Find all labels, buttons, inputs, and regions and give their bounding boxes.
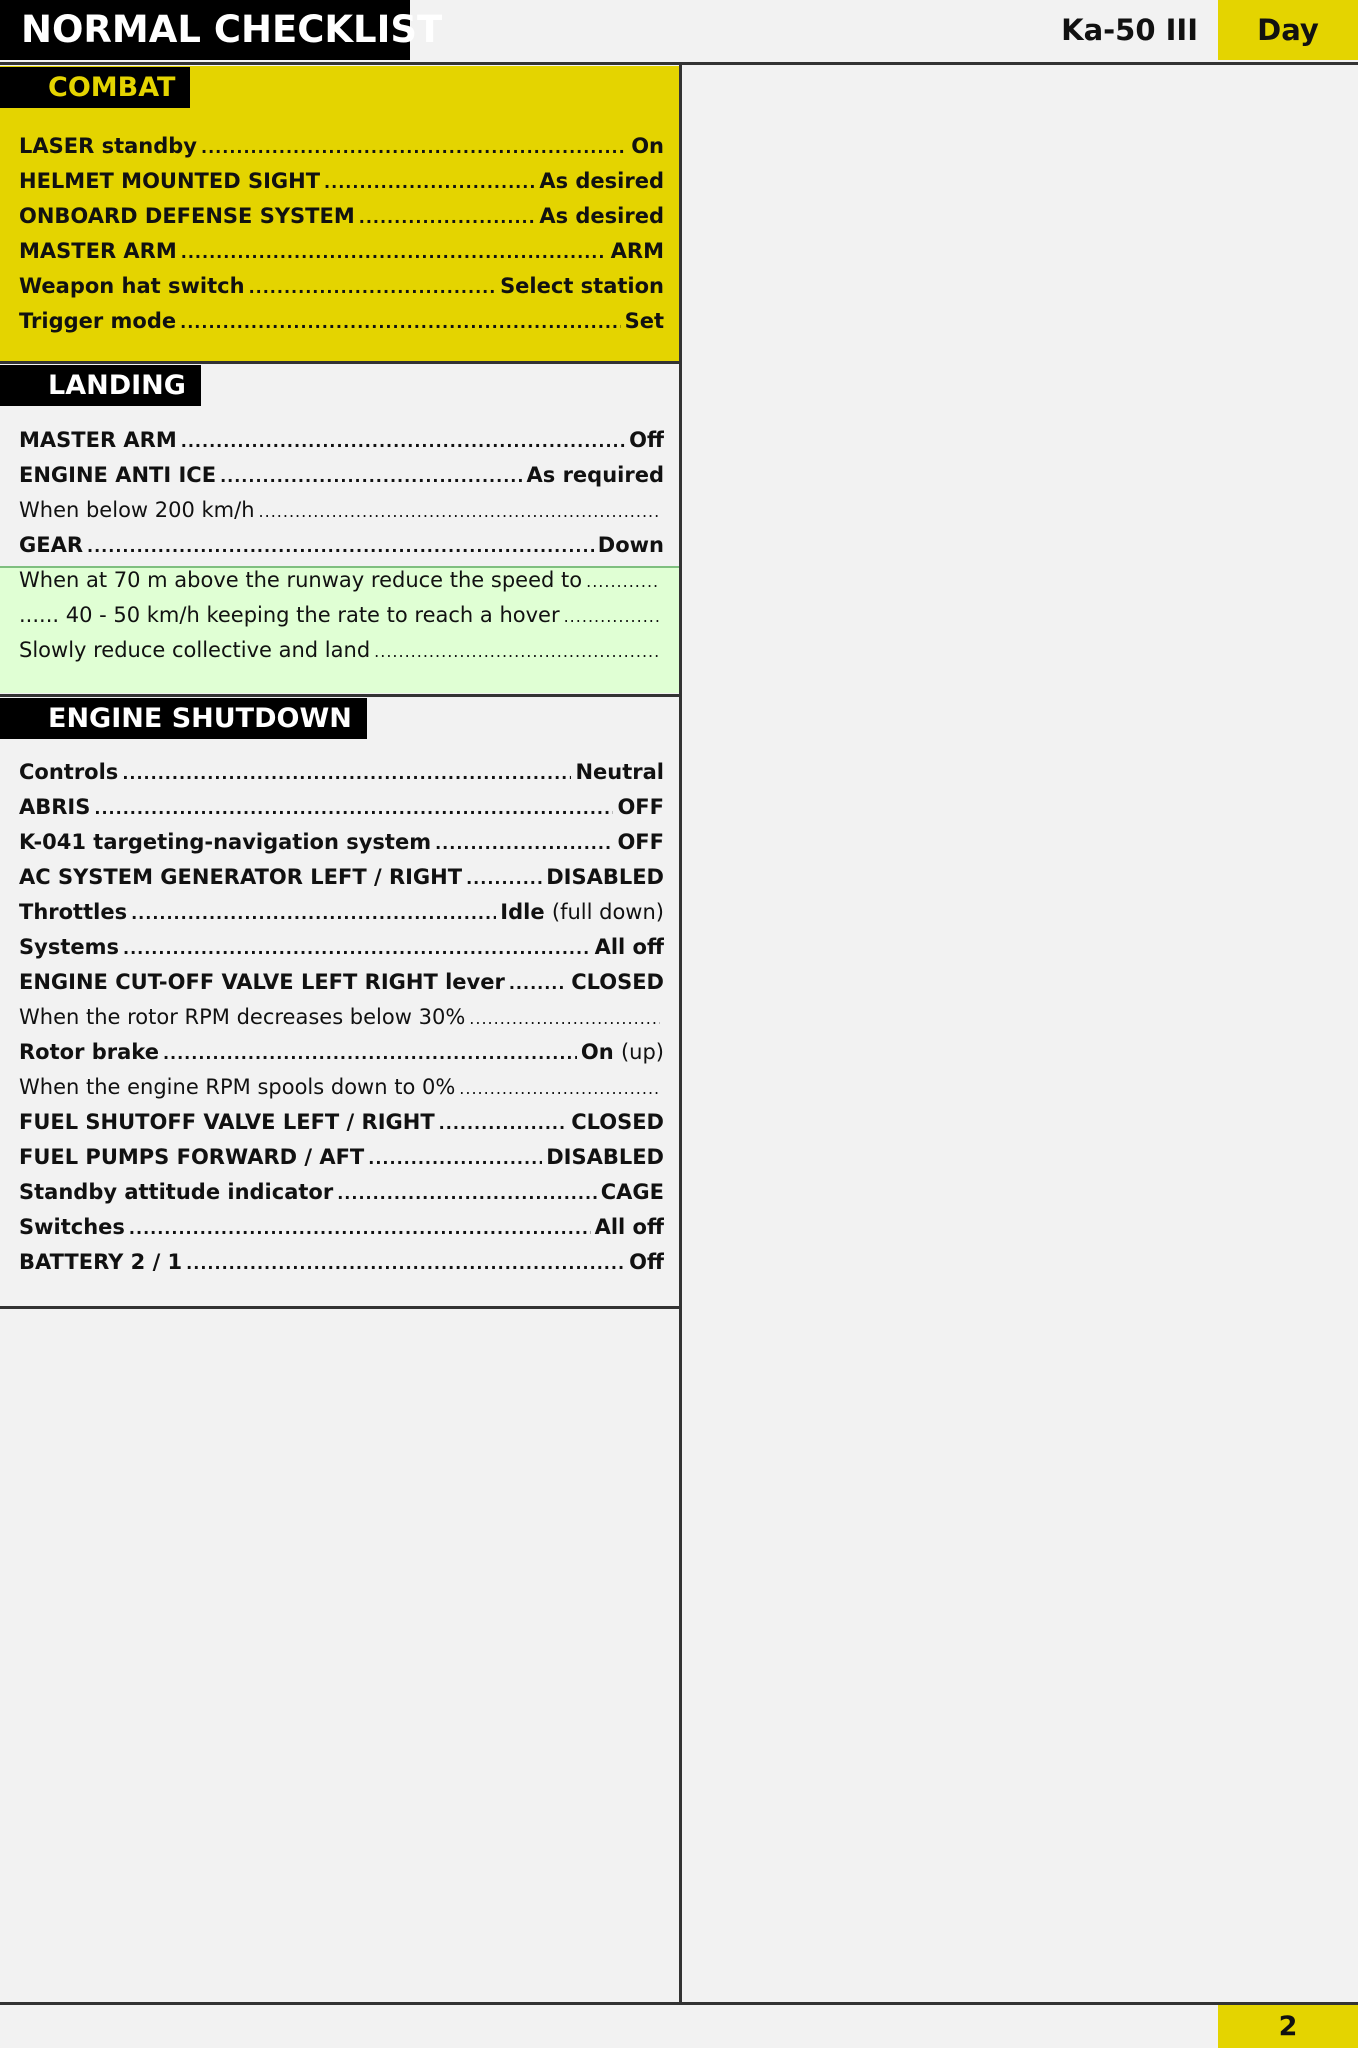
item-label: ENGINE ANTI ICE xyxy=(19,463,217,487)
item-value: CAGE xyxy=(600,1180,664,1204)
item-label: Rotor brake xyxy=(19,1040,159,1064)
section-title-combat: COMBAT xyxy=(0,67,190,108)
item-value: On xyxy=(631,134,664,158)
section-engine-shutdown xyxy=(0,697,679,1306)
leader-dots xyxy=(466,861,542,895)
item-label: LASER standby xyxy=(19,134,197,158)
leader-dots xyxy=(180,305,620,339)
item-value: All off xyxy=(594,1215,664,1239)
item-value-main: On xyxy=(580,1040,614,1064)
leader-dots xyxy=(368,1141,542,1175)
item-label: MASTER ARM xyxy=(19,239,177,263)
leader-dots xyxy=(181,235,607,269)
item-value: OFF xyxy=(617,830,664,854)
item-value: DISABLED xyxy=(546,865,664,889)
checklist-note xyxy=(19,633,664,668)
item-label: K-041 targeting-navigation system xyxy=(19,830,432,854)
leader-dots xyxy=(201,130,627,164)
section-title-landing: LANDING xyxy=(0,365,201,406)
item-value: As required xyxy=(526,463,664,487)
item-label: BATTERY 2 / 1 xyxy=(19,1250,183,1274)
leader-dots xyxy=(469,1001,660,1035)
item-label: MASTER ARM xyxy=(19,428,177,452)
leader-dots xyxy=(359,200,536,234)
checklist-item xyxy=(19,164,664,199)
footer-divider xyxy=(0,2002,1358,2005)
column-divider xyxy=(679,63,682,2002)
item-label: Systems xyxy=(19,935,119,959)
item-value: CLOSED xyxy=(571,970,664,994)
leader-dots xyxy=(122,756,571,790)
item-label: When the engine RPM spools down to 0% xyxy=(19,1075,456,1099)
aircraft-name: Ka-50 III xyxy=(1061,13,1198,47)
item-label: AC SYSTEM GENERATOR LEFT / RIGHT xyxy=(19,865,463,889)
checklist-item xyxy=(19,1035,664,1070)
item-label: Weapon hat switch xyxy=(19,274,245,298)
item-value: Off xyxy=(629,1250,664,1274)
item-value: Select station xyxy=(500,274,664,298)
leader-dots xyxy=(259,494,660,528)
item-label: ENGINE CUT-OFF VALVE LEFT RIGHT lever xyxy=(19,970,505,994)
checklist-note xyxy=(19,598,664,633)
item-label: Slowly reduce collective and land xyxy=(19,638,371,662)
mode-badge: Day xyxy=(1218,0,1358,60)
checklist-item xyxy=(19,234,664,269)
checklist-note xyxy=(19,493,664,528)
checklist-item xyxy=(19,304,664,339)
leader-dots xyxy=(459,1071,660,1105)
engine-shutdown-items xyxy=(19,755,664,1280)
item-value: Set xyxy=(624,309,664,333)
item-value: OFF xyxy=(617,795,664,819)
checklist-item xyxy=(19,930,664,965)
item-label: GEAR xyxy=(19,533,84,557)
item-value: Down xyxy=(597,533,664,557)
item-label: When at 70 m above the runway reduce the speed to xyxy=(19,568,583,592)
checklist-item xyxy=(19,1245,664,1280)
item-label: When the rotor RPM decreases below 30% xyxy=(19,1005,466,1029)
leader-dots xyxy=(186,1246,625,1280)
item-value xyxy=(581,1035,664,1070)
checklist-item xyxy=(19,755,664,790)
checklist-item xyxy=(19,895,664,930)
item-value: As desired xyxy=(539,204,664,228)
item-label: Switches xyxy=(19,1215,125,1239)
checklist-note xyxy=(19,563,664,598)
landing-items xyxy=(19,423,664,668)
checklist-item xyxy=(19,423,664,458)
checklist-item xyxy=(19,1140,664,1175)
checklist-item xyxy=(19,1105,664,1140)
item-value-note: (up) xyxy=(620,1040,664,1064)
leader-dots xyxy=(163,1036,577,1070)
item-label: When below 200 km/h xyxy=(19,498,255,522)
leader-dots xyxy=(586,564,660,598)
section-title-engine-shutdown: ENGINE SHUTDOWN xyxy=(0,698,367,739)
leader-dots xyxy=(324,165,535,199)
item-value: Neutral xyxy=(575,760,664,784)
checklist-note xyxy=(19,1070,664,1105)
item-label: FUEL PUMPS FORWARD / AFT xyxy=(19,1145,365,1169)
checklist-note xyxy=(19,1000,664,1035)
section-landing xyxy=(0,364,679,694)
leader-dots xyxy=(509,966,567,1000)
item-value xyxy=(500,895,664,930)
leader-dots xyxy=(439,1106,568,1140)
item-value: As desired xyxy=(539,169,664,193)
checklist-item xyxy=(19,528,664,563)
checklist-item xyxy=(19,860,664,895)
checklist-item xyxy=(19,458,664,493)
checklist-item xyxy=(19,1175,664,1210)
item-value-main: Idle xyxy=(500,900,545,924)
top-bar xyxy=(0,0,1358,62)
item-value-note: (full down) xyxy=(551,900,664,924)
combat-items xyxy=(19,129,664,339)
leader-dots xyxy=(435,826,613,860)
page-title: NORMAL CHECKLIST xyxy=(0,0,410,60)
checklist-item xyxy=(19,129,664,164)
item-value: DISABLED xyxy=(546,1145,664,1169)
leader-dots xyxy=(337,1176,597,1210)
leader-dots xyxy=(220,459,522,493)
checklist-item xyxy=(19,965,664,1000)
leader-dots xyxy=(123,931,591,965)
leader-dots xyxy=(181,424,625,458)
item-value: ARM xyxy=(610,239,664,263)
leader-dots xyxy=(374,634,660,668)
item-value: CLOSED xyxy=(571,1110,664,1134)
leader-dots xyxy=(249,270,497,304)
leader-dots xyxy=(129,1211,591,1245)
item-value: Off xyxy=(629,428,664,452)
item-label: ONBOARD DEFENSE SYSTEM xyxy=(19,204,355,228)
section-combat xyxy=(0,66,679,361)
leader-dots xyxy=(564,599,660,633)
page-number: 2 xyxy=(1218,2005,1358,2048)
leader-dots xyxy=(87,529,594,563)
item-label: Trigger mode xyxy=(19,309,177,333)
checklist-item xyxy=(19,790,664,825)
item-label: Controls xyxy=(19,760,119,784)
item-value: All off xyxy=(594,935,664,959)
checklist-item xyxy=(19,1210,664,1245)
checklist-item xyxy=(19,269,664,304)
checklist-item xyxy=(19,199,664,234)
leader-dots xyxy=(131,896,496,930)
item-label: ABRIS xyxy=(19,795,91,819)
checklist-item xyxy=(19,825,664,860)
section-divider xyxy=(0,1306,679,1309)
item-label: HELMET MOUNTED SIGHT xyxy=(19,169,321,193)
item-label: ...... 40 - 50 km/h keeping the rate to reach a hover xyxy=(19,603,560,627)
item-label: Standby attitude indicator xyxy=(19,1180,334,1204)
item-label: FUEL SHUTOFF VALVE LEFT / RIGHT xyxy=(19,1110,435,1134)
item-label: Throttles xyxy=(19,900,128,924)
leader-dots xyxy=(94,791,613,825)
